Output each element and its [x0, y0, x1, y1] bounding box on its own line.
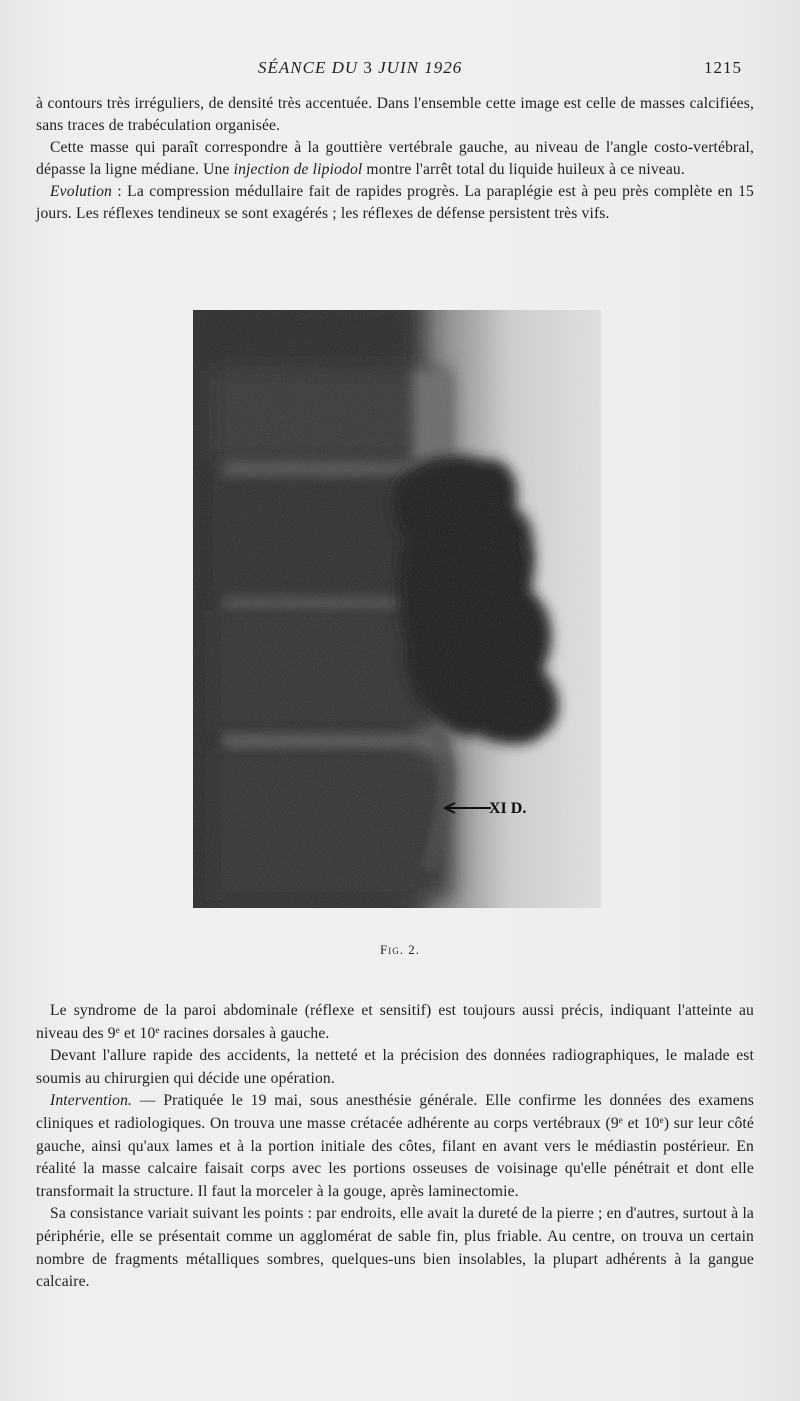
- running-title-day: 3: [363, 58, 373, 77]
- paragraph-evolution-body: : La compression médullaire fait de rapides progrès. La paraplégie est à peu près complète en 15 jours. Les réflexes tendineux se sont exagérés ; les réflexes de défense persistent très vifs.: [36, 183, 754, 223]
- paragraph-syndrome-c: racines dorsales à gauche.: [159, 1024, 330, 1042]
- intervention-heading: Intervention.: [50, 1092, 133, 1110]
- paragraph-intervention-c: ) sur leur côté gauche, ainsi qu'aux lames et à la portion initiale des côtes, filant en avant vers le médiastin postérieur. En réalité la masse calcaire faisait corps avec les portions osseuses de voisinage qu'elle pénétrait et dont elle transformait la structure. Il faut la morceler à la gouge, après laminectomie.: [36, 1114, 754, 1200]
- paragraph-evolution: [36, 181, 754, 225]
- radiograph-figure: [193, 310, 601, 908]
- paragraph-intervention-a: — Pratiquée le 19 mai, sous anesthésie générale. Elle confirme les données des examens cliniques et radiologiques. On trouva une masse crétacée adhérente au corps vertébraux (9: [36, 1092, 754, 1132]
- page-number: 1215: [704, 58, 742, 77]
- paragraph-intervention-b: et 10: [622, 1114, 660, 1132]
- paragraph-consistance: Sa consistance variait suivant les points : par endroits, elle avait la dureté de la pierre ; en d'autres, surtout à la périphérie, elle se présentait comme un agglomérat de sable fin, plus friable. Au centre, on trouva un certain nombre de fragments métalliques sombres, quelques-uns bien insolables, la plupart adhérents à la gangue calcaire.: [36, 1205, 754, 1291]
- figure-caption-text: Fig. 2.: [380, 942, 420, 957]
- paragraph-syndrome-b: et 10: [119, 1024, 156, 1042]
- paragraph-syndrome: [36, 1000, 754, 1045]
- running-head: [0, 58, 800, 80]
- paragraph-masse-b: montre l'arrêt total du liquide huileux à ce niveau.: [362, 161, 685, 179]
- running-title-main: SÉANCE DU: [258, 58, 364, 77]
- evolution-heading: Evolution: [50, 183, 112, 201]
- figure-caption: [0, 942, 800, 958]
- superscript: e: [618, 1114, 623, 1125]
- paragraph-contours: à contours très irréguliers, de densité très accentuée. Dans l'ensemble cette image est celle de masses calcifiées, sans traces de trabéculation organisée.: [36, 95, 754, 135]
- superscript: e: [155, 1024, 160, 1035]
- lipiodol-phrase: injection de lipiodol: [233, 161, 363, 179]
- running-title: [258, 58, 462, 78]
- running-title-tail: JUIN 1926: [372, 58, 463, 77]
- superscript: e: [115, 1024, 120, 1035]
- vertebra-label: XI D.: [489, 800, 527, 817]
- paragraph-devant: Devant l'allure rapide des accidents, la netteté et la précision des données radiographiques, le malade est soumis au chirurgien qui décide une opération.: [36, 1047, 754, 1087]
- radiograph-image: [193, 310, 601, 908]
- paragraph-masse-a: Cette masse qui paraît correspondre à la gouttière vertébrale gauche, au niveau de l'angle costo-vertébral, dépasse la ligne médiane. Une: [36, 139, 754, 179]
- superscript: e: [659, 1114, 664, 1125]
- paragraph-intervention: [36, 1090, 754, 1203]
- top-text-block: [36, 93, 754, 226]
- bottom-text-block: [36, 1000, 754, 1294]
- paragraph-syndrome-a: Le syndrome de la paroi abdominale (réflexe et sensitif) est toujours aussi précis, indiquant l'atteinte au niveau des 9: [36, 1002, 754, 1042]
- paragraph-masse: [36, 137, 754, 181]
